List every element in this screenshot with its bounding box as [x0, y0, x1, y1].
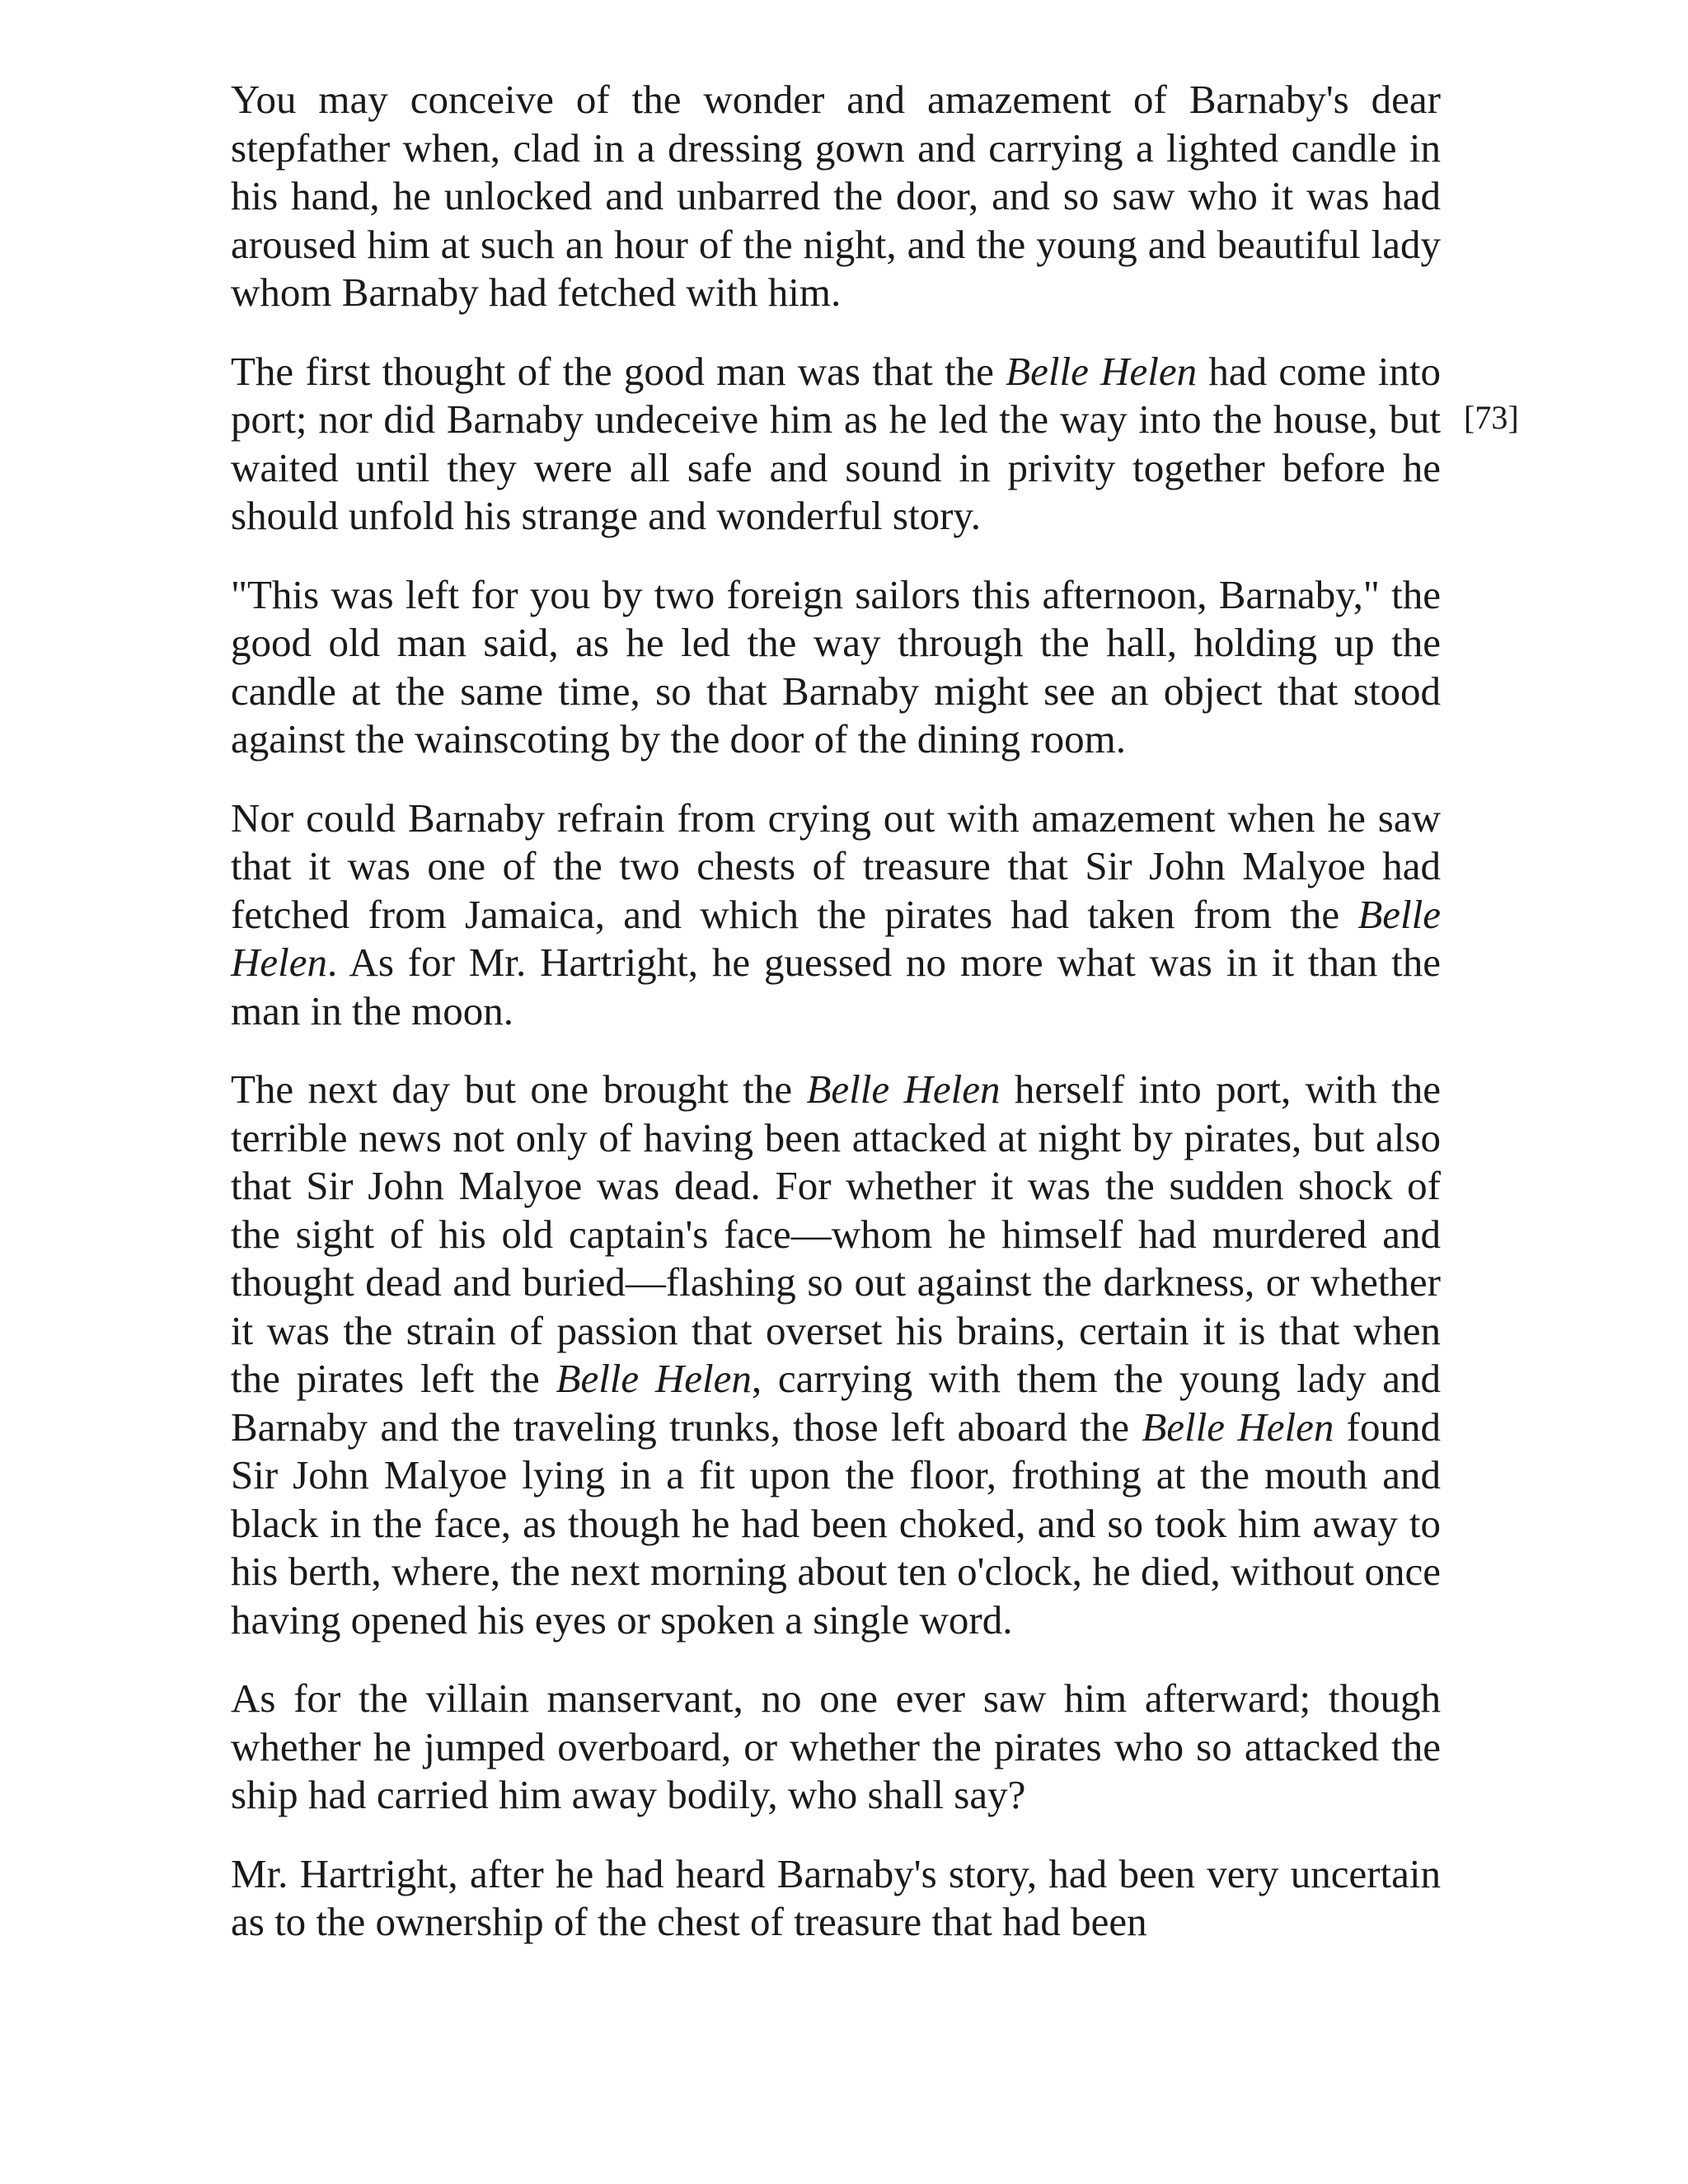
ship-name-italic: Belle Helen	[1006, 348, 1198, 394]
paragraph-text: You may conceive of the wonder and amazement of Barnaby's dear stepfather when, clad in a dressing gown and carrying a lighted candle in his hand, he unlocked and unbarred the door, and so saw who it was had aroused him at such an hour of the night, and the young and beautiful lady whom Barnaby had fetched with him.	[231, 77, 1451, 315]
paragraph-text: The next day but one brought the	[231, 1066, 807, 1112]
ship-name-italic: Belle Helen	[231, 891, 1441, 985]
paragraph	[231, 1066, 1451, 1644]
paragraph-text: had come into port; nor did Barnaby undeceive him as he led the way into the house, but waited until they were all safe and sound in privity together before he should unfold his strange and wonderful story.	[231, 348, 1451, 538]
paragraph-text: "This was left for you by two foreign sailors this afternoon, Barnaby," the good old man said, as he led the way through the hall, holding up the candle at the same time, so that Barnaby might see an object that stood against the wainscoting by the door of the dining room.	[231, 571, 1451, 762]
paragraph-text: found Sir John Malyoe lying in a fit upon the floor, frothing at the mouth and black in the face, as though he had been choked, and so took him away to his berth, where, the next morning about ten o'clock, he died, without once having opened his eyes or spoken a single word.	[231, 1404, 1451, 1643]
paragraph-text: herself into port, with the terrible news not only of having been attacked at night by pirates, but also that Sir John Malyoe was dead. For whether it was the sudden shock of the sight of his old captain's face—whom he himself had murdered and thought dead and buried—flashing so out against the darkness, or whether it was the strain of passion that overset his brains, certain it is that when the pirates left the	[231, 1066, 1451, 1401]
paragraph-text: The first thought of the good man was that the	[231, 348, 1006, 394]
page-number-marker: [73]	[1464, 399, 1519, 436]
paragraph	[231, 571, 1451, 764]
paragraph	[231, 76, 1451, 317]
ship-name-italic: Belle Helen	[556, 1356, 752, 1401]
paragraph	[231, 1675, 1451, 1820]
ship-name-italic: Belle Helen	[1142, 1404, 1334, 1450]
paragraph	[231, 794, 1451, 1036]
paragraph-text: . As for Mr. Hartright, he guessed no more what was in it than the man in the moon.	[231, 940, 1451, 1033]
paragraph-text: Nor could Barnaby refrain from crying out with amazement when he saw that it was one of the two chests of treasure that Sir John Malyoe had fetched from Jamaica, and which the pirates had taken from the	[231, 794, 1451, 937]
page-body	[231, 76, 1451, 1977]
ship-name-italic: Belle Helen	[806, 1066, 1001, 1112]
paragraph	[231, 348, 1451, 541]
paragraph-text: Mr. Hartright, after he had heard Barnaby's story, had been very uncertain as to the ownership of the chest of treasure that had been	[231, 1850, 1451, 1944]
paragraph-text: , carrying with them the young lady and Barnaby and the traveling trunks, those left aboard the	[231, 1356, 1451, 1450]
paragraph-text: As for the villain manservant, no one ever saw him afterward; though whether he jumped overboard, or whether the pirates who so attacked the ship had carried him away bodily, who shall say?	[231, 1675, 1451, 1817]
paragraph	[231, 1850, 1451, 1947]
